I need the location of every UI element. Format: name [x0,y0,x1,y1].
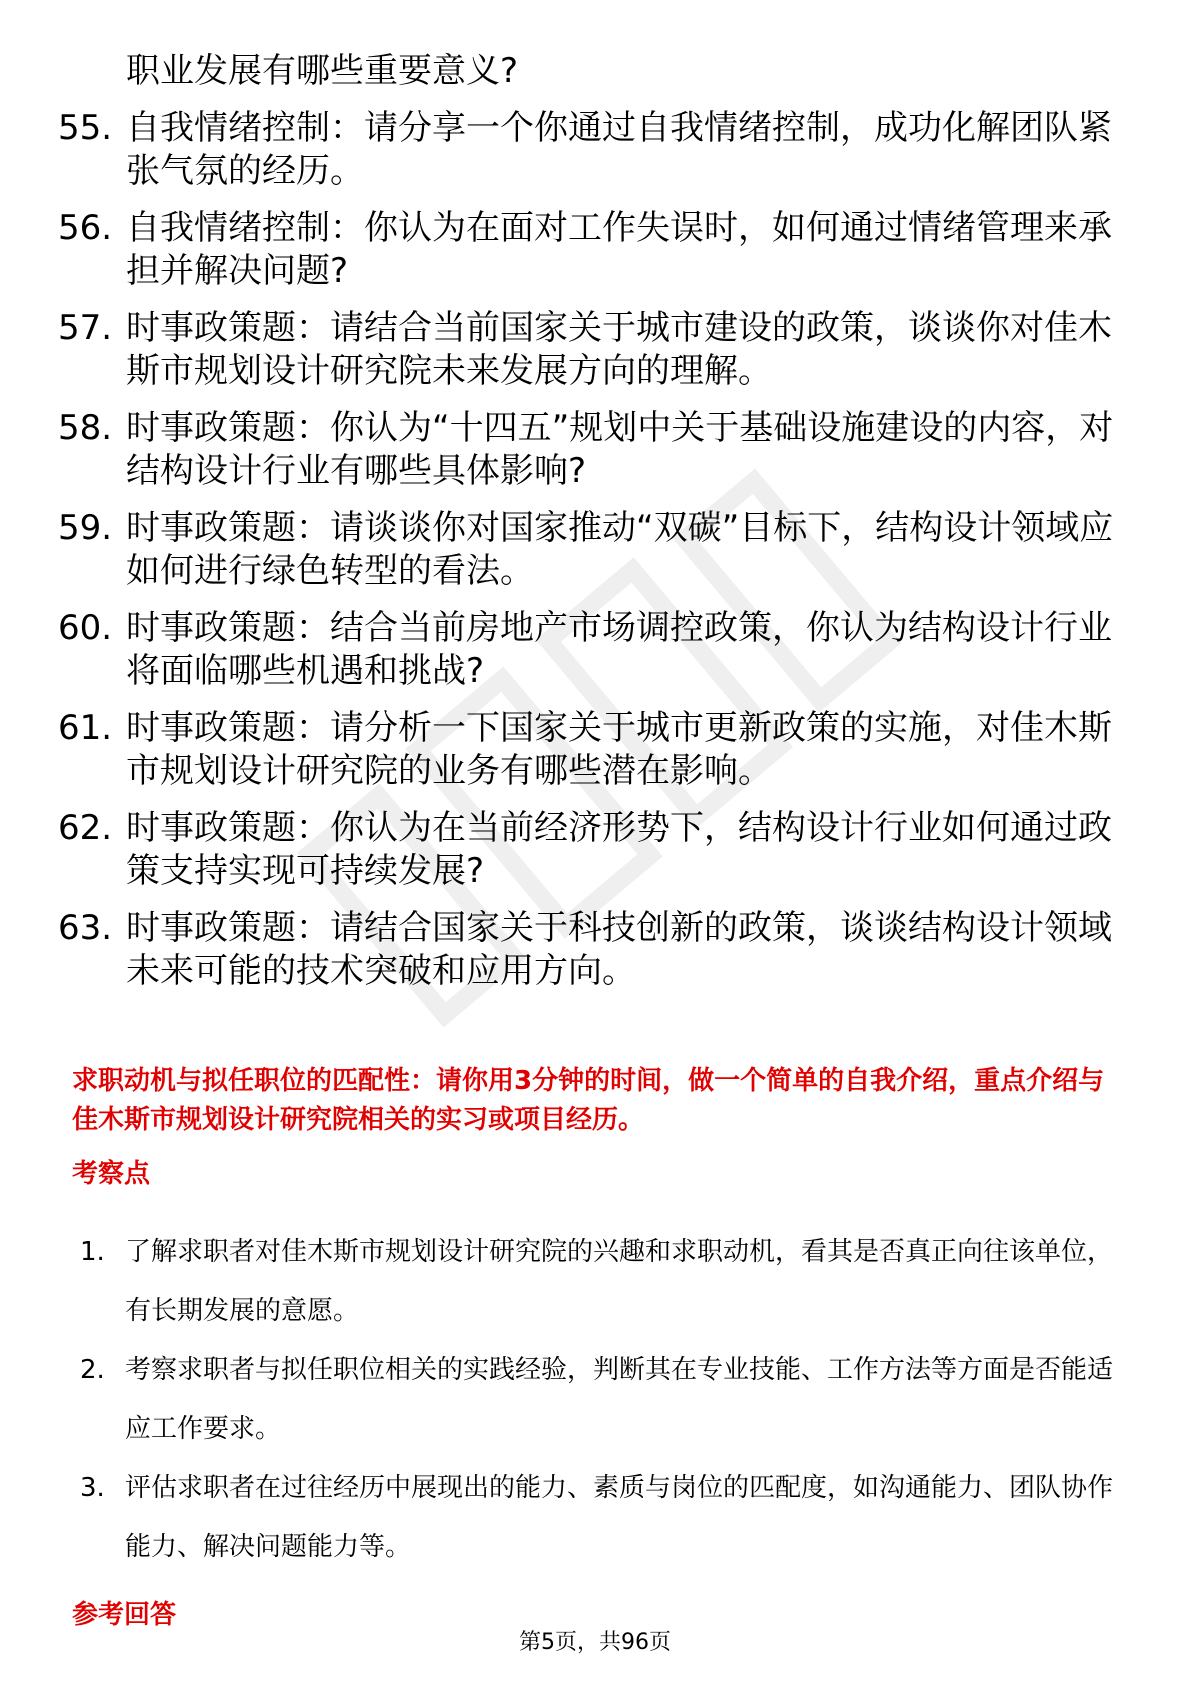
section-heading-answer: 参考回答 [72,1600,177,1630]
question-item [58,907,1128,993]
point-number: 2. [80,1355,105,1385]
question-text: 时事政策题：请谈谈你对国家推动“双碳”目标下，结构设计领域应如何进行绿色转型的看法。 [126,508,1114,591]
question-list [58,50,1128,993]
question-item [58,307,1128,393]
question-number: 57. [58,308,113,348]
question-text: 时事政策题：请结合国家关于科技创新的政策，谈谈结构设计领域未来可能的技术突破和应用方向。 [126,908,1112,991]
question-number: 55. [58,108,113,148]
point-item [80,1223,1130,1341]
question-number: 62. [58,808,113,848]
question-number: 60. [58,608,113,648]
question-number: 61. [58,708,113,748]
question-number: 56. [58,208,113,248]
question-text: 时事政策题：你认为在当前经济形势下，结构设计行业如何通过政策支持实现可持续发展? [126,808,1112,891]
question-text: 时事政策题：你认为“十四五”规划中关于基础设施建设的内容，对结构设计行业有哪些具体影响? [126,408,1114,491]
question-text: 时事政策题：请分析一下国家关于城市更新政策的实施，对佳木斯市规划设计研究院的业务有哪些潜在影响。 [126,708,1112,791]
highlight-question: 求职动机与拟任职位的匹配性：请你用3分钟的时间，做一个简单的自我介绍，重点介绍与佳木斯市规划设计研究院相关的实习或项目经历。 [72,1066,1105,1135]
question-text: 自我情绪控制：请分享一个你通过自我情绪控制，成功化解团队紧张气氛的经历。 [126,108,1112,191]
point-text: 评估求职者在过往经历中展现出的能力、素质与岗位的匹配度，如沟通能力、团队协作能力、解决问题能力等。 [125,1473,1114,1562]
question-text: 时事政策题：结合当前房地产市场调控政策，你认为结构设计行业将面临哪些机遇和挑战? [126,608,1112,691]
question-item [58,207,1128,293]
question-item [58,507,1128,593]
question-item [58,707,1128,793]
point-item [80,1341,1130,1459]
points-list [80,1223,1130,1577]
question-text: 时事政策题：请结合当前国家关于城市建设的政策，谈谈你对佳木斯市规划设计研究院未来发展方向的理解。 [126,308,1112,391]
question-number: 59. [58,508,113,548]
point-number: 1. [80,1237,105,1267]
question-item [58,807,1128,893]
question-number: 63. [58,908,113,948]
point-number: 3. [80,1473,105,1503]
page-number: 第5页，共96页 [519,1630,671,1655]
question-item [58,407,1128,493]
point-text: 考察求职者与拟任职位相关的实践经验，判断其在专业技能、工作方法等方面是否能适应工作要求。 [125,1355,1114,1444]
question-item [58,107,1128,193]
question-item [58,607,1128,693]
point-item [80,1459,1130,1577]
point-text: 了解求职者对佳木斯市规划设计研究院的兴趣和求职动机，看其是否真正向往该单位，有长期发展的意愿。 [125,1237,1114,1326]
question-number: 58. [58,408,113,448]
section-heading-points: 考察点 [72,1159,151,1189]
question-text: 自我情绪控制：你认为在面对工作失误时，如何通过情绪管理来承担并解决问题? [126,208,1112,291]
question-continuation: 职业发展有哪些重要意义? [126,51,519,91]
